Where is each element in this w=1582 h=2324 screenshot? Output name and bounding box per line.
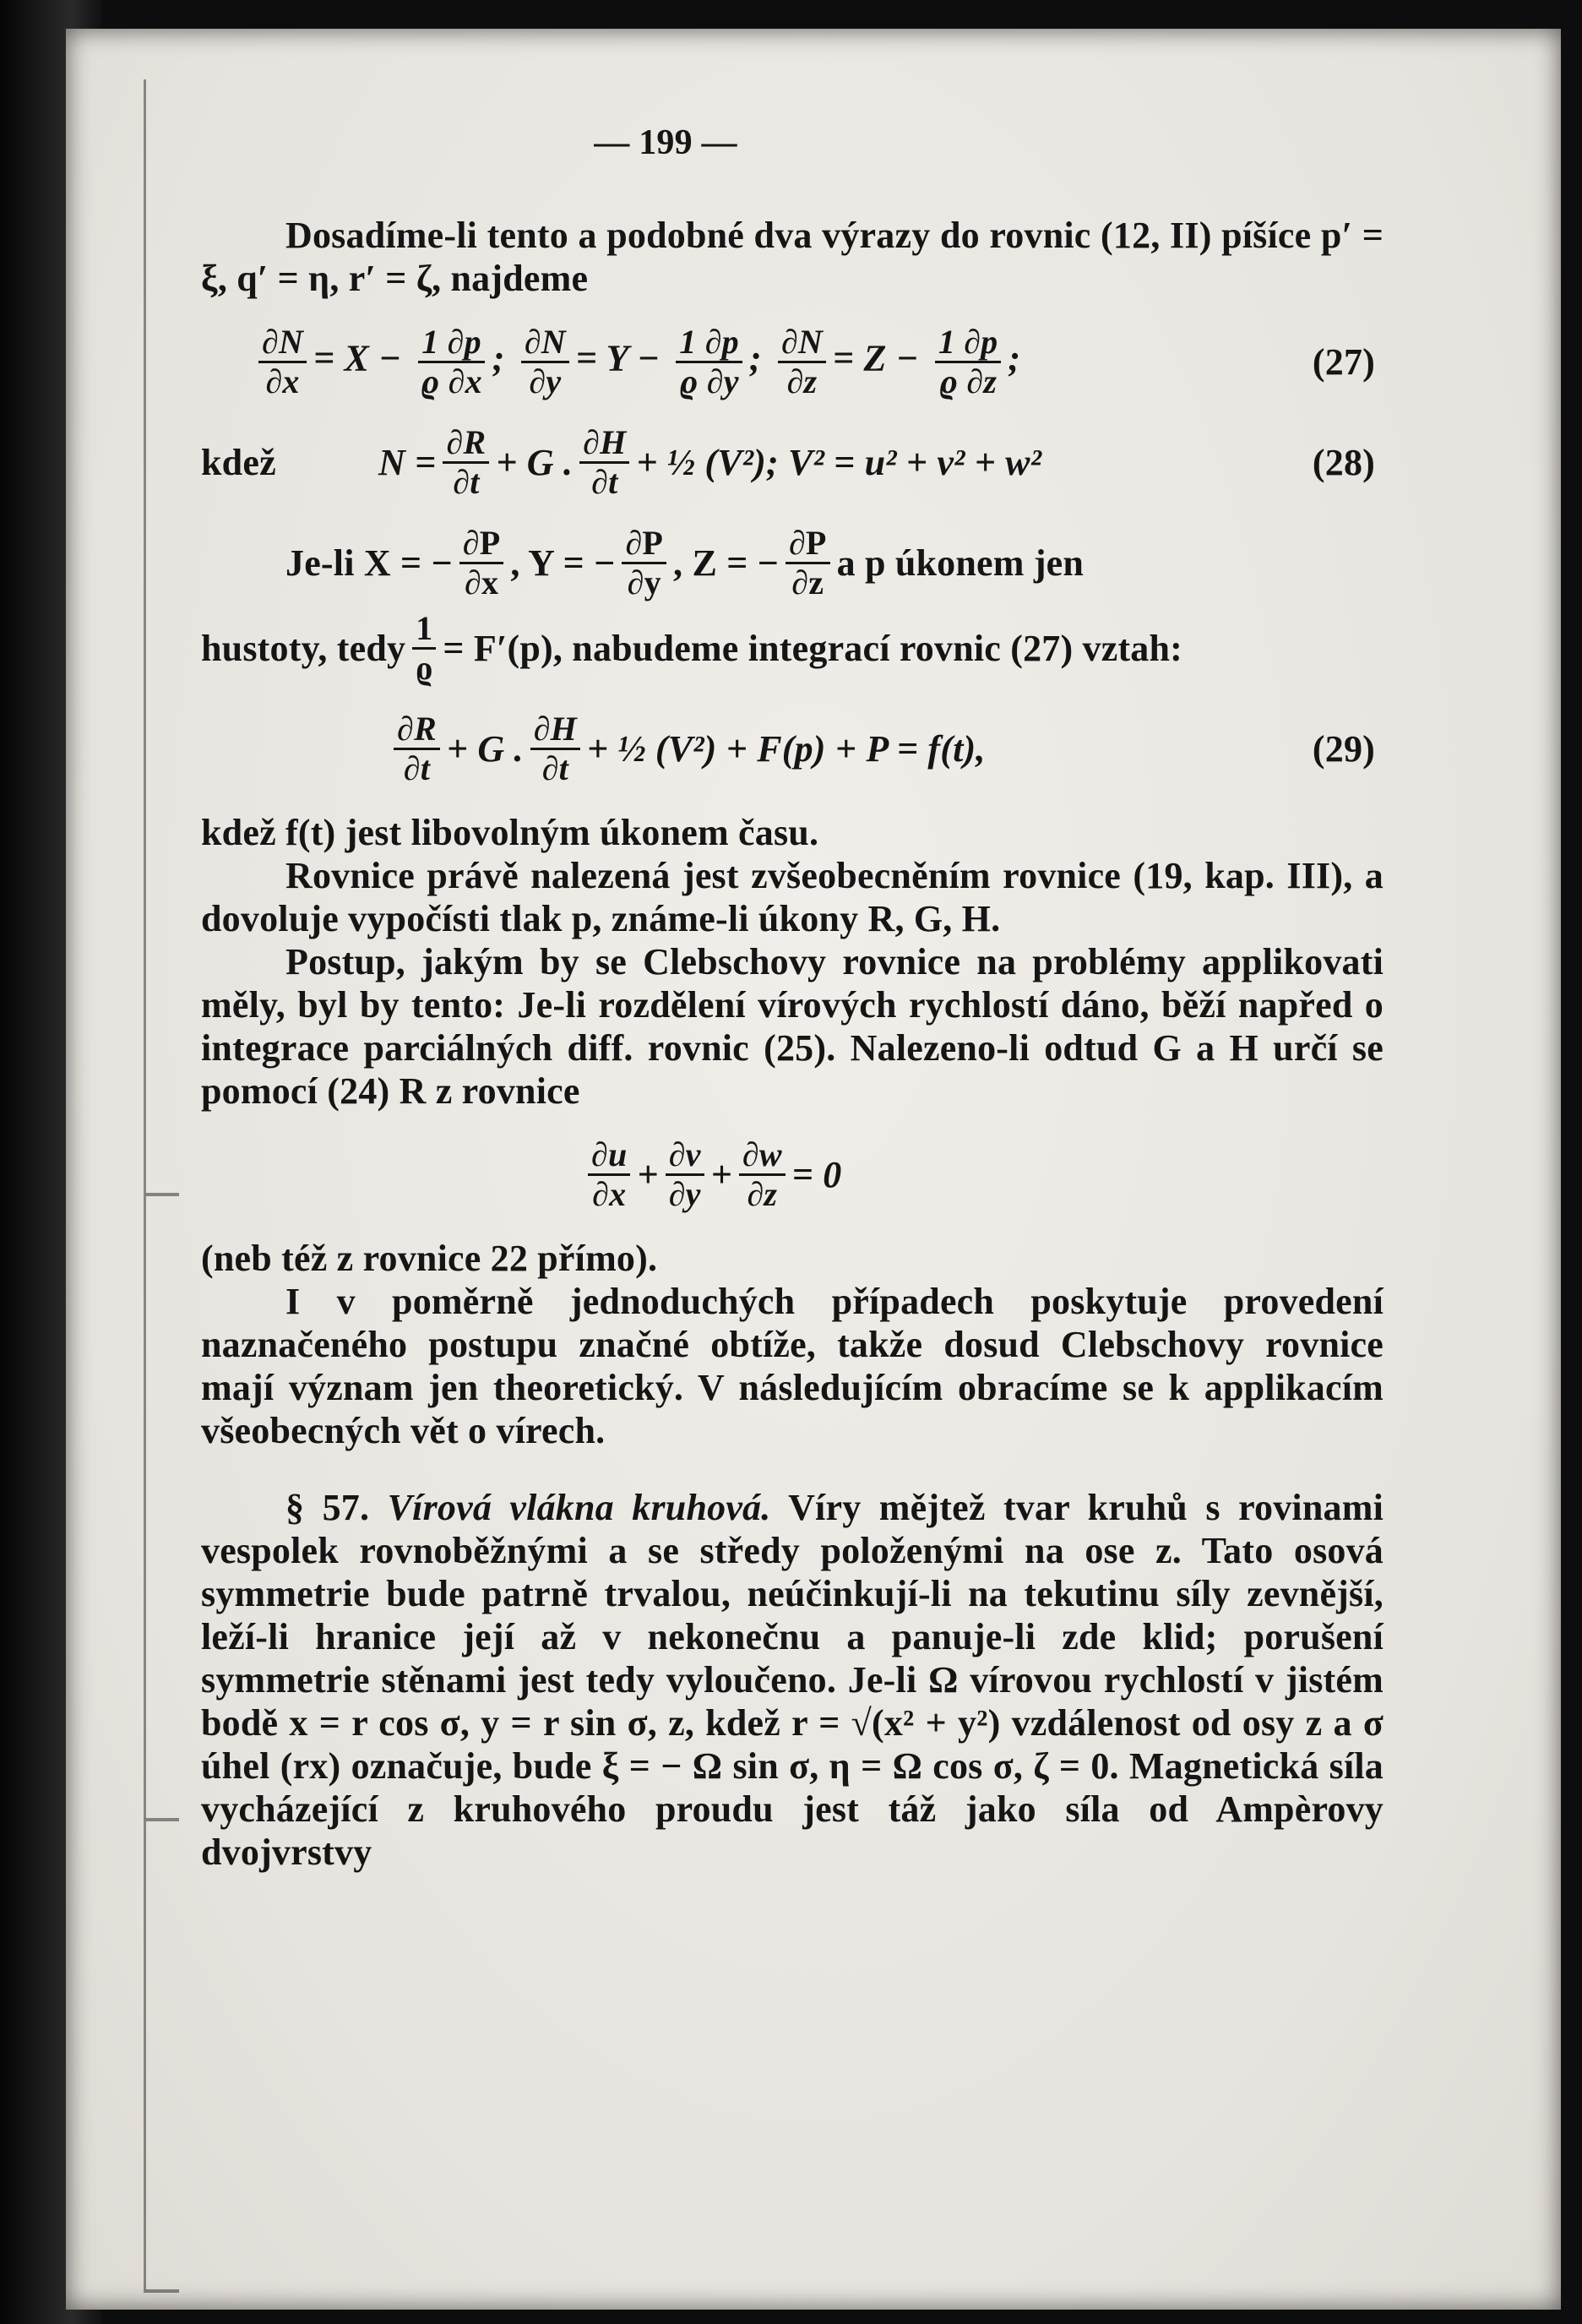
equation-label: kdež	[201, 442, 276, 483]
fraction: $\frac{1 \partial p}{ϱ \partial z}$	[935, 324, 1002, 400]
fraction: $\frac{1}{ϱ}$	[412, 610, 436, 687]
fraction: $\frac{\partial w}{\partial z}$	[739, 1136, 786, 1213]
fraction: $\frac{\partial H}{\partial t}$	[530, 710, 580, 787]
paragraph: Dosadíme-li tento a podobné dva výrazy do rovnic (12, II) píšíce p′ = ξ, q′ = η, r′ = ζ, najdeme	[201, 215, 1384, 299]
fraction: $\frac{\partial P}{\partial y}$	[622, 525, 666, 601]
fraction: $\frac{1 \partial p}{ϱ \partial x}$	[417, 324, 485, 400]
equation-27: $\frac{\partial N}{\partial x}$ = X − $\frac{1 \partial p}{ϱ \partial x}$ ; $\frac{\partial N}{\partial y}$ = Y − $\frac{1 \partial p}{ϱ \partial y}$ ; $\frac{\partial N}{\partial z}$ = Z − $\frac{1 \partial p}{ϱ \partial z}$ ; (27)	[201, 324, 1384, 400]
equation-28: kdež N = $\frac{\partial R}{\partial t}$ + G . $\frac{\partial H}{\partial t}$ + ½ (V²); V² = u² + v² + w² (28)	[201, 424, 1384, 501]
equation-number: (28)	[1312, 442, 1375, 483]
margin-tick	[144, 1818, 179, 1821]
fraction: $\frac{\partial P}{\partial z}$	[786, 525, 830, 601]
equation-divergence: $\frac{\partial u}{\partial x}$ + $\frac{\partial v}{\partial y}$ + $\frac{\partial w}{\partial z}$ = 0	[201, 1136, 1384, 1213]
paragraph: (neb též z rovnice 22 přímo).	[201, 1238, 658, 1279]
margin-tick	[144, 1193, 179, 1196]
fraction: $\frac{\partial v}{\partial y}$	[666, 1136, 704, 1213]
fraction: $\frac{\partial N}{\partial x}$	[258, 324, 307, 400]
fraction: $\frac{\partial H}{\partial t}$	[579, 424, 629, 501]
equation-number: (27)	[1312, 341, 1375, 383]
paragraph: Postup, jakým by se Clebschovy rovnice na problémy applikovati měly, byl by tento: Je-li rozdělení vírových rychlostí dáno, běží napřed o integrace parciálných diff. rovnic (25). Nalezeno-li odtud G a H určí se pomocí (24) R z rovnice	[201, 941, 1384, 1112]
book-page	[66, 29, 1561, 2310]
section-57	[201, 1486, 1384, 1874]
section-text: Víry mějtež tvar kruhů s rovinami vespolek rovnoběžnými a se středy položenými na ose z. Tato osová symmetrie bude patrně trvalou, neúčinkují-li na tekutinu síly zevnější, leží-li hranice její až v nekonečnu a panuje-li zde klid; porušení symmetrie stěnami jest tedy vyloučeno. Je-li Ω vírovou rychlostí v jistém bodě x = r cos σ, y = r sin σ, z, kdež r = √(x² + y²) vzdálenost od osy z a σ úhel (rx) označuje, bude ξ = − Ω sin σ, η = Ω cos σ, ζ = 0. Magnetická síla vycházející z kruhového proudu jest táž jako síla od Ampèrovy dvojvrstvy	[201, 1487, 1384, 1873]
line-jeli: Je-li X = − $\frac{\partial P}{\partial x}$ , Y = − $\frac{\partial P}{\partial y}$ , Z = − $\frac{\partial P}{\partial z}$ a p úkonem jen	[285, 524, 1085, 601]
page-number: — 199 —	[594, 123, 737, 162]
line-hustoty: hustoty, tedy $\frac{1}{ϱ}$ = F′(p), nabudeme integrací rovnic (27) vztah:	[201, 609, 1183, 687]
margin-tick	[144, 2289, 179, 2293]
fraction: $\frac{\partial N}{\partial z}$	[778, 324, 826, 400]
fraction: $\frac{\partial P}{\partial x}$	[459, 525, 504, 601]
fraction: $\frac{1 \partial p}{ϱ \partial y}$	[676, 324, 742, 400]
equation-number: (29)	[1312, 728, 1375, 770]
fraction: $\frac{\partial R}{\partial t}$	[443, 424, 489, 501]
paragraph: Rovnice právě nalezená jest zvšeobecněním rovnice (19, kap. III), a dovoluje vypočísti tlak p, známe-li úkony R, G, H.	[201, 855, 1384, 939]
fraction: $\frac{\partial N}{\partial y}$	[521, 324, 569, 400]
page-content	[201, 122, 1384, 1874]
section-title: Vírová vlákna kruhová.	[387, 1487, 771, 1528]
margin-rule	[144, 79, 146, 2293]
paragraph: I v poměrně jednoduchých případech poskytuje provedení naznačeného postupu značné obtíže, takže dosud Clebschovy rovnice mají význam jen theoretický. V následujícím obracíme se k applikacím všeobecných vět o vírech.	[201, 1281, 1384, 1451]
paragraph: kdež f(t) jest libovolným úkonem času.	[201, 812, 819, 853]
fraction: $\frac{\partial u}{\partial x}$	[588, 1136, 630, 1213]
section-number: § 57.	[285, 1487, 370, 1528]
fraction: $\frac{\partial R}{\partial t}$	[394, 710, 440, 787]
equation-29: $\frac{\partial R}{\partial t}$ + G . $\frac{\partial H}{\partial t}$ + ½ (V²) + F(p) + P = f(t), (29)	[201, 710, 1384, 787]
